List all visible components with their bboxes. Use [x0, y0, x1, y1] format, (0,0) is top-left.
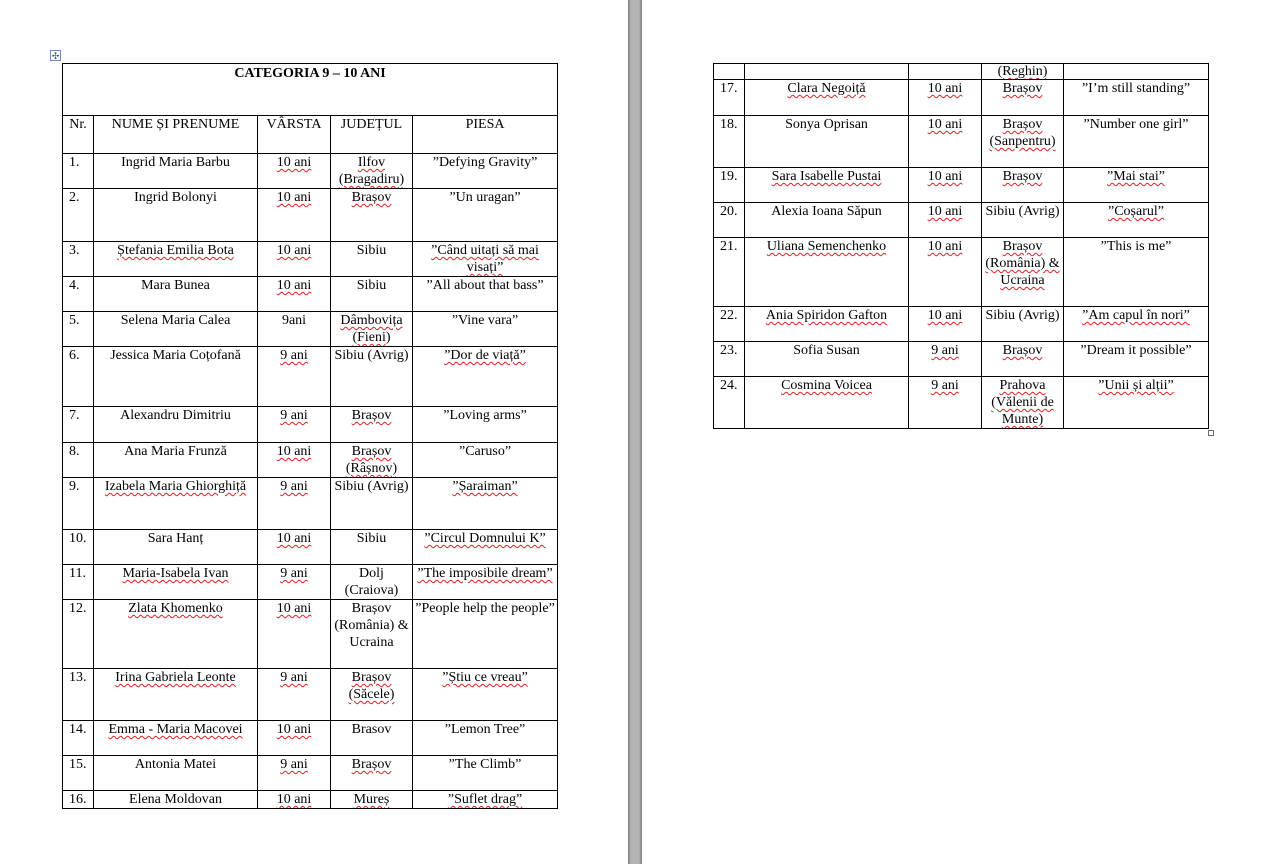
row-age: 10 ani — [909, 116, 982, 168]
row-song: ”Am capul în nori” — [1064, 307, 1209, 342]
row-county: Mureș — [331, 791, 413, 809]
row-song — [1064, 64, 1209, 80]
table-row — [714, 342, 1209, 377]
row-county: Sibiu — [331, 242, 413, 277]
row-song: ”Știu ce vreau” — [413, 669, 558, 721]
row-age: 9 ani — [258, 407, 331, 443]
row-name: Izabela Maria Ghiorghiță — [94, 478, 258, 530]
row-county: Sibiu — [331, 277, 413, 312]
row-name: Alexia Ioana Săpun — [745, 203, 909, 238]
row-song: ”Number one girl” — [1064, 116, 1209, 168]
row-nr: 23. — [714, 342, 745, 377]
row-nr: 6. — [63, 347, 94, 407]
table-row — [63, 242, 558, 277]
row-name: Emma - Maria Macovei — [94, 721, 258, 756]
header-song: PIESA — [413, 116, 558, 154]
table-row — [714, 116, 1209, 168]
header-nr: Nr. — [63, 116, 94, 154]
row-nr: 9. — [63, 478, 94, 530]
row-name: Irina Gabriela Leonte — [94, 669, 258, 721]
row-song: ”I’m still standing” — [1064, 80, 1209, 116]
table-row — [63, 721, 558, 756]
row-song: ”Un uragan” — [413, 189, 558, 242]
row-nr — [714, 64, 745, 80]
row-county: Dâmbovița (Fieni) — [331, 312, 413, 347]
row-nr: 22. — [714, 307, 745, 342]
row-nr: 17. — [714, 80, 745, 116]
row-name: Elena Moldovan — [94, 791, 258, 809]
row-song: ”This is me” — [1064, 238, 1209, 307]
header-age: VÂRSTA — [258, 116, 331, 154]
row-name: Ana Maria Frunză — [94, 443, 258, 478]
row-song: ”Loving arms” — [413, 407, 558, 443]
row-county: Sibiu (Avrig) — [982, 307, 1064, 342]
row-name: Ingrid Bolonyi — [94, 189, 258, 242]
row-name: Maria-Isabela Ivan — [94, 565, 258, 600]
row-name: Jessica Maria Coțofană — [94, 347, 258, 407]
row-age: 10 ani — [909, 168, 982, 203]
row-age: 10 ani — [909, 238, 982, 307]
row-song: ”Dream it possible” — [1064, 342, 1209, 377]
row-nr: 3. — [63, 242, 94, 277]
row-name: Sara Isabelle Pustai — [745, 168, 909, 203]
row-nr: 4. — [63, 277, 94, 312]
row-age: 10 ani — [258, 530, 331, 565]
row-county: Sibiu (Avrig) — [331, 347, 413, 407]
table-row — [63, 791, 558, 809]
row-nr: 8. — [63, 443, 94, 478]
row-song: ”Dor de viață” — [413, 347, 558, 407]
row-nr: 20. — [714, 203, 745, 238]
row-name: Selena Maria Calea — [94, 312, 258, 347]
row-age: 9 ani — [258, 347, 331, 407]
header-name: NUME ȘI PRENUME — [94, 116, 258, 154]
row-county: Brașov (România) & Ucraina — [982, 238, 1064, 307]
row-name: Ștefania Emilia Bota — [94, 242, 258, 277]
table-row — [63, 669, 558, 721]
header-county: JUDEȚUL — [331, 116, 413, 154]
row-age: 10 ani — [258, 189, 331, 242]
row-song: ”Șaraiman” — [413, 478, 558, 530]
row-nr: 15. — [63, 756, 94, 791]
row-county: Brașov (Râșnov) — [331, 443, 413, 478]
table-row — [63, 565, 558, 600]
row-age: 10 ani — [258, 154, 331, 189]
row-nr: 10. — [63, 530, 94, 565]
row-song: ”The imposibile dream” — [413, 565, 558, 600]
row-name — [745, 64, 909, 80]
row-name: Ania Spiridon Gafton — [745, 307, 909, 342]
row-county: Brașov — [982, 342, 1064, 377]
row-county: Prahova (Vălenii de Munte) — [982, 377, 1064, 429]
table-row — [63, 443, 558, 478]
row-nr: 5. — [63, 312, 94, 347]
table-row — [714, 377, 1209, 429]
row-song: ”Mai stai” — [1064, 168, 1209, 203]
table-row — [63, 347, 558, 407]
table-row — [63, 407, 558, 443]
row-song: ”Vine vara” — [413, 312, 558, 347]
row-name: Sonya Oprisan — [745, 116, 909, 168]
row-county: Brașov — [331, 756, 413, 791]
row-county: Brașov (Sanpentru) — [982, 116, 1064, 168]
table-row — [714, 203, 1209, 238]
row-nr: 19. — [714, 168, 745, 203]
row-nr: 1. — [63, 154, 94, 189]
row-county: Brașov (România) & Ucraina — [331, 600, 413, 669]
participants-table-page-2 — [713, 63, 1209, 429]
row-county: Brașov — [982, 168, 1064, 203]
row-county: Brașov (Săcele) — [331, 669, 413, 721]
row-name: Cosmina Voicea — [745, 377, 909, 429]
row-age: 10 ani — [909, 80, 982, 116]
row-county: Sibiu (Avrig) — [331, 478, 413, 530]
row-age: 9 ani — [258, 478, 331, 530]
row-county: Brașov — [982, 80, 1064, 116]
row-county: Sibiu — [331, 530, 413, 565]
table-row — [714, 238, 1209, 307]
table-row — [63, 600, 558, 669]
table-row — [63, 478, 558, 530]
row-name: Zlata Khomenko — [94, 600, 258, 669]
row-county: Dolj (Craiova) — [331, 565, 413, 600]
row-county: Ilfov (Bragadiru) — [331, 154, 413, 189]
row-song: ”Când uitați să mai visați” — [413, 242, 558, 277]
row-age: 10 ani — [258, 600, 331, 669]
table-move-handle-icon[interactable]: ✣ — [51, 51, 60, 61]
row-song: ”The Climb” — [413, 756, 558, 791]
row-song: ”Suflet drag” — [413, 791, 558, 809]
table-row — [63, 277, 558, 312]
row-age: 9 ani — [258, 565, 331, 600]
row-nr: 18. — [714, 116, 745, 168]
table-row — [63, 530, 558, 565]
row-county: Sibiu (Avrig) — [982, 203, 1064, 238]
row-nr: 12. — [63, 600, 94, 669]
row-song: ”Caruso” — [413, 443, 558, 478]
table-row — [714, 80, 1209, 116]
table-row — [714, 307, 1209, 342]
row-nr: 14. — [63, 721, 94, 756]
row-county: Brașov — [331, 189, 413, 242]
row-song: ”Circul Domnului K” — [413, 530, 558, 565]
row-name: Uliana Semenchenko — [745, 238, 909, 307]
row-name: Mara Bunea — [94, 277, 258, 312]
row-name: Clara Negoiță — [745, 80, 909, 116]
row-county: Brașov — [331, 407, 413, 443]
row-nr: 16. — [63, 791, 94, 809]
row-age: 9 ani — [258, 756, 331, 791]
row-nr: 2. — [63, 189, 94, 242]
row-age: 10 ani — [258, 791, 331, 809]
row-song: ”Defying Gravity” — [413, 154, 558, 189]
row-age: 10 ani — [909, 203, 982, 238]
row-nr: 7. — [63, 407, 94, 443]
row-nr: 24. — [714, 377, 745, 429]
table-row — [63, 312, 558, 347]
row-age: 10 ani — [258, 277, 331, 312]
row-age: 9 ani — [909, 377, 982, 429]
table-row-continued — [714, 64, 1209, 80]
row-age: 10 ani — [258, 242, 331, 277]
row-song: ”Coșarul” — [1064, 203, 1209, 238]
participants-table-page-1 — [62, 63, 558, 809]
row-age: 10 ani — [909, 307, 982, 342]
row-name: Antonia Matei — [94, 756, 258, 791]
row-county: (Reghin) — [982, 64, 1064, 80]
row-age: 9ani — [258, 312, 331, 347]
row-song: ”Lemon Tree” — [413, 721, 558, 756]
table-title-row — [63, 64, 558, 116]
page-gutter — [628, 0, 642, 864]
row-age — [909, 64, 982, 80]
row-name: Ingrid Maria Barbu — [94, 154, 258, 189]
row-song: ”Unii și alții” — [1064, 377, 1209, 429]
row-song: ”All about that bass” — [413, 277, 558, 312]
row-age: 9 ani — [258, 669, 331, 721]
row-nr: 13. — [63, 669, 94, 721]
table-row — [63, 756, 558, 791]
category-title: CATEGORIA 9 – 10 ANI — [63, 64, 558, 116]
row-age: 9 ani — [909, 342, 982, 377]
row-nr: 21. — [714, 238, 745, 307]
row-age: 10 ani — [258, 721, 331, 756]
row-age: 10 ani — [258, 443, 331, 478]
table-header-row — [63, 116, 558, 154]
row-name: Alexandru Dimitriu — [94, 407, 258, 443]
table-row — [63, 154, 558, 189]
row-name: Sofia Susan — [745, 342, 909, 377]
row-song: ”People help the people” — [413, 600, 558, 669]
row-nr: 11. — [63, 565, 94, 600]
row-name: Sara Hanț — [94, 530, 258, 565]
table-row — [63, 189, 558, 242]
table-row — [714, 168, 1209, 203]
table-resize-handle[interactable] — [1208, 430, 1214, 436]
row-county: Brasov — [331, 721, 413, 756]
